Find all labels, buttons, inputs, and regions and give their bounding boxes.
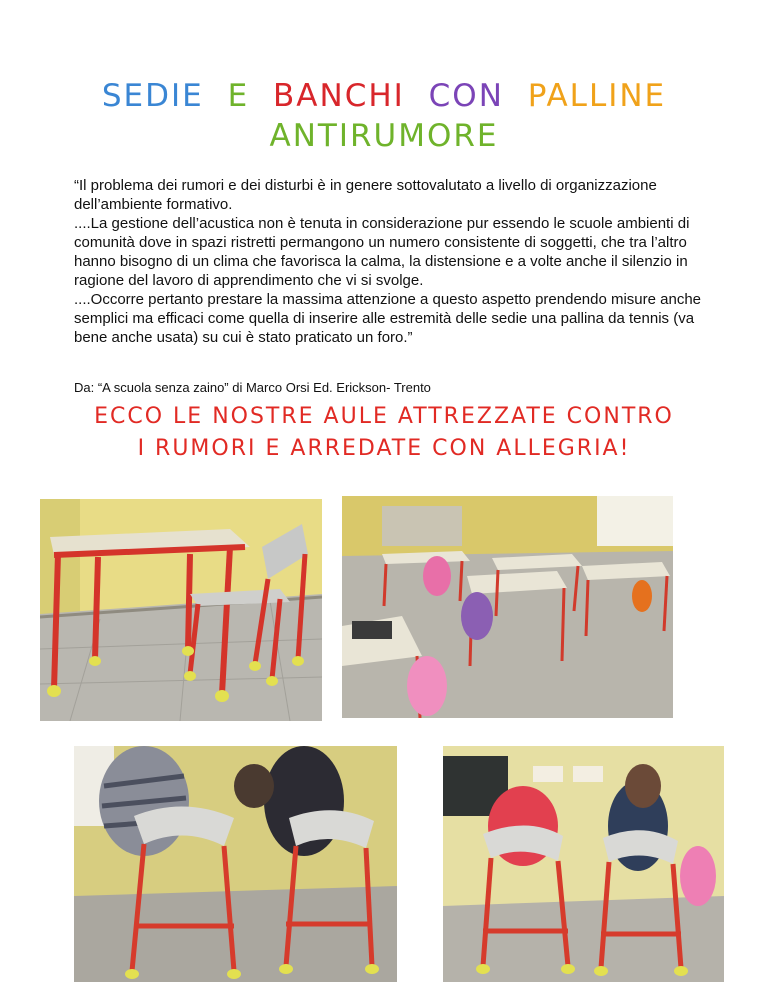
title-word-sedie: SEDIE — [101, 78, 204, 114]
photo-desk-and-chair — [40, 499, 322, 721]
title-word-banchi: BANCHI — [273, 78, 405, 114]
quote-block — [74, 176, 714, 347]
source-citation: Da: “A scuola senza zaino” di Marco Orsi Ed. Erickson- Trento — [74, 380, 431, 395]
photo-children-seated-1 — [74, 746, 397, 982]
title-line-1 — [0, 78, 768, 114]
quote-paragraph-2: ....La gestione dell’acustica non è tenuta in considerazione pur essendo le scuole ambienti di comunità dove in spazi ristretti permangono un numero consistente di soggetti, che tra l’altro hanno bisogno di un clima che favorisca la calma, la distensione e a volte anche il silenzio in ragione del lavoro di apprendimento che vi si svolge. — [74, 215, 690, 289]
subtitle-line-2: I RUMORI E ARREDATE CON ALLEGRIA! — [137, 436, 631, 461]
subtitle-line-1: ECCO LE NOSTRE AULE ATTREZZATE CONTRO — [94, 404, 674, 429]
photo-children-seated-2 — [443, 746, 724, 982]
title-word-e: E — [227, 78, 250, 114]
title-line-2: ANTIRUMORE — [269, 118, 499, 154]
photo-classroom-desks — [342, 496, 673, 718]
quote-paragraph-1: “Il problema dei rumori e dei disturbi è in genere sottovalutato a livello di organizzazione dell’ambiente formativo. — [74, 177, 657, 213]
quote-paragraph-3: ....Occorre pertanto prestare la massima attenzione a questo aspetto prendendo misure anche semplici ma efficaci come quella di inserire alle estremità delle sedie una pallina da tennis (va bene anche usata) su cui è stato praticato un foro.” — [74, 291, 702, 346]
title-word-palline: PALLINE — [527, 78, 667, 114]
title-word-con: CON — [428, 78, 504, 114]
